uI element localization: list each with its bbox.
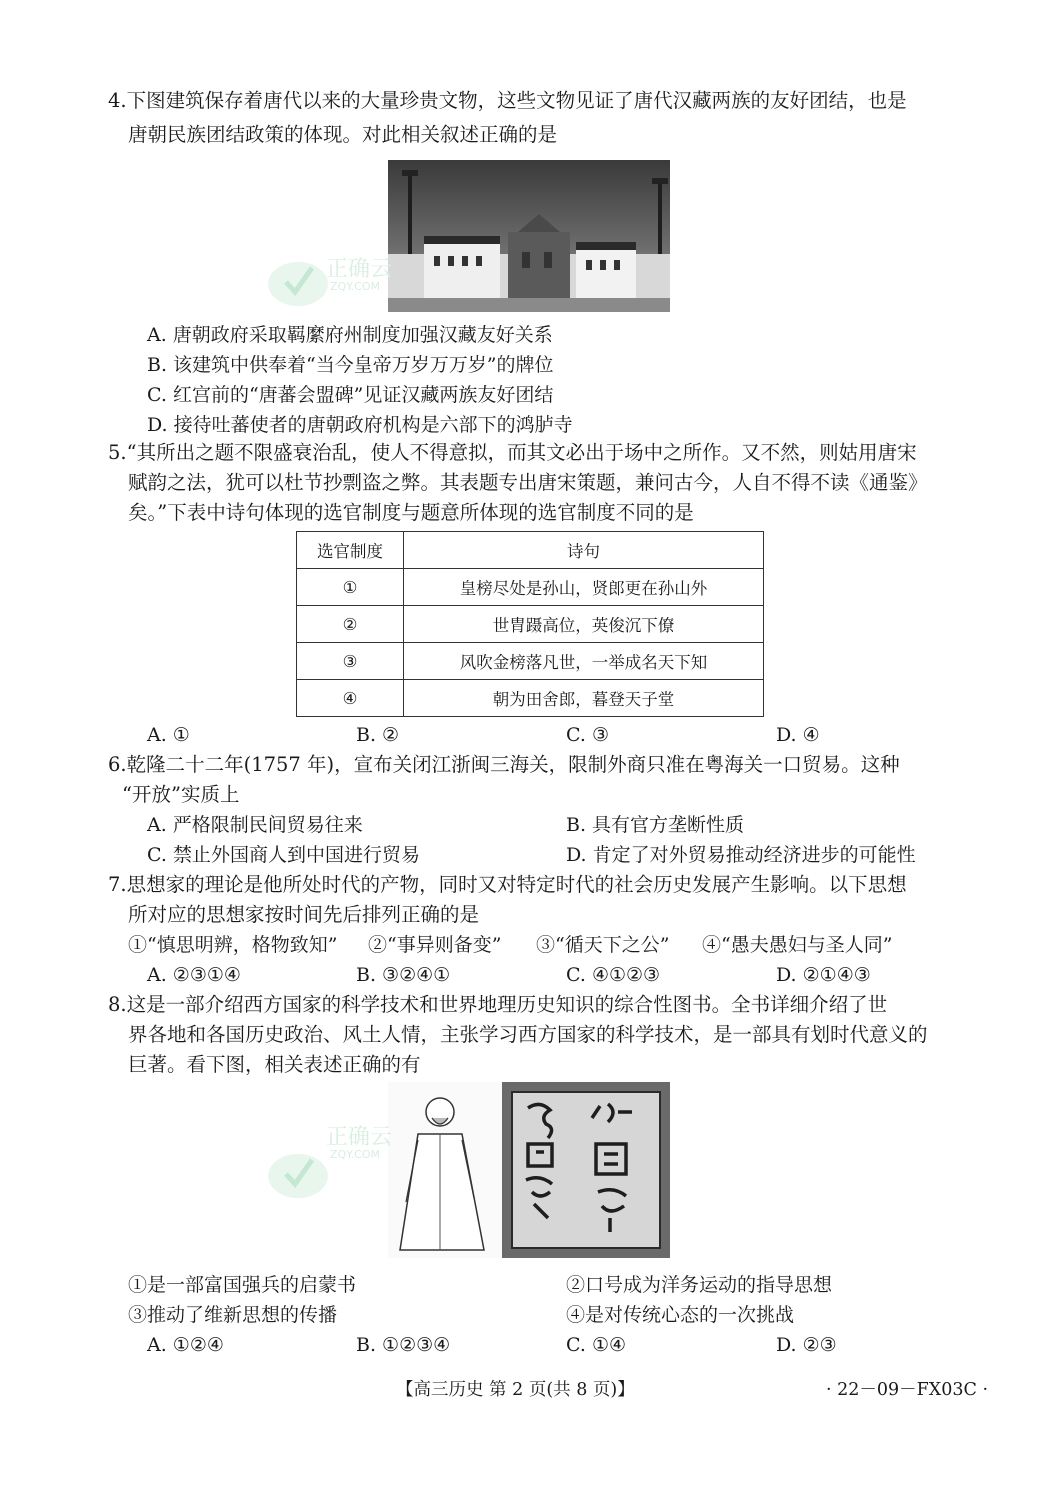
table-row bbox=[297, 606, 764, 643]
q4-stem-line1: 4.下图建筑保存着唐代以来的大量珍贵文物，这些文物见证了唐代汉藏两族的友好团结，也是 bbox=[108, 89, 907, 112]
q5-stem-line1: 5.“其所出之题不限盛衰治乱，使人不得意拟，而其文必出于场中之所作。又不然，则姑用唐宋 bbox=[108, 441, 917, 464]
table-cell: 世胄蹑高位，英俊沉下僚 bbox=[404, 606, 764, 643]
selection-system-table bbox=[296, 531, 764, 717]
q5-option-c: C. ③ bbox=[566, 724, 609, 746]
q7-stem-line2: 所对应的思想家按时间先后排列正确的是 bbox=[128, 903, 480, 926]
q7-option-b: B. ③②④① bbox=[356, 964, 451, 986]
q8-stem-line2: 界各地和各国历史政治、风土人情，主张学习西方国家的科学技术，是一部具有划时代意义的 bbox=[128, 1023, 928, 1046]
q7-item-4: ④“愚夫愚妇与圣人同” bbox=[702, 934, 893, 956]
watermark-brand-text: 正确云 bbox=[326, 257, 393, 282]
q7-stem-line1: 7.思想家的理论是他所处时代的产物，同时又对特定时代的社会历史发展产生影响。以下思想 bbox=[108, 873, 907, 896]
watermark-brand-text: 正确云 bbox=[326, 1125, 393, 1150]
q6-stem-line1: 6.乾隆二十二年(1757 年)，宣布关闭江浙闽三海关，限制外商只准在粤海关一口贸易。这种 bbox=[108, 753, 900, 776]
q7-option-c: C. ④①②③ bbox=[566, 964, 661, 986]
q5-option-d: D. ④ bbox=[776, 724, 820, 746]
table-header-cell: 选官制度 bbox=[297, 532, 404, 569]
q4-option-b: B. 该建筑中供奉着“当今皇帝万岁万万岁”的牌位 bbox=[147, 354, 554, 376]
paper-code: · 22－09－FX03C · bbox=[826, 1380, 989, 1400]
watermark-site-text: ZQY.COM bbox=[330, 280, 381, 293]
table-cell: 皇榜尽处是孙山，贤郎更在孙山外 bbox=[404, 569, 764, 606]
table-cell: ④ bbox=[297, 680, 404, 717]
table-cell: 朝为田舍郎，暮登天子堂 bbox=[404, 680, 764, 717]
q4-stem-line2: 唐朝民族团结政策的体现。对此相关叙述正确的是 bbox=[128, 123, 558, 146]
q8-option-a: A. ①②④ bbox=[147, 1334, 224, 1356]
q5-stem-line3: 矣。”下表中诗句体现的选官制度与题意所体现的选官制度不同的是 bbox=[128, 501, 694, 524]
q4-option-d: D. 接待吐蕃使者的唐朝政府机构是六部下的鸿胪寺 bbox=[147, 414, 573, 436]
cloud-logo-icon bbox=[262, 244, 336, 310]
q8-statement-3: ③推动了维新思想的传播 bbox=[128, 1304, 338, 1326]
q7-item-2: ②“事异则备变” bbox=[368, 934, 502, 956]
q7-item-1: ①“慎思明辨，格物致知” bbox=[128, 934, 338, 956]
table-row bbox=[297, 680, 764, 717]
q8-option-b: B. ①②③④ bbox=[356, 1334, 451, 1356]
haiguo-tuzhi-image bbox=[388, 1082, 670, 1258]
table-cell: ③ bbox=[297, 643, 404, 680]
q8-statement-4: ④是对传统心态的一次挑战 bbox=[566, 1304, 795, 1326]
table-header-cell: 诗句 bbox=[404, 532, 764, 569]
table-row bbox=[297, 569, 764, 606]
table-cell: ① bbox=[297, 569, 404, 606]
page-footer-label: 【高三历史 第 2 页(共 8 页)】 bbox=[396, 1380, 635, 1400]
table-header-row bbox=[297, 532, 764, 569]
q8-statement-1: ①是一部富国强兵的启蒙书 bbox=[128, 1274, 357, 1296]
q4-option-a: A. 唐朝政府采取羁縻府州制度加强汉藏友好关系 bbox=[147, 324, 553, 346]
q8-option-d: D. ②③ bbox=[776, 1334, 837, 1356]
q6-option-a: A. 严格限制民间贸易往来 bbox=[147, 814, 363, 836]
table-row bbox=[297, 643, 764, 680]
q6-option-d: D. 肯定了对外贸易推动经济进步的可能性 bbox=[566, 844, 916, 866]
q7-option-d: D. ②①④③ bbox=[776, 964, 871, 986]
q8-statement-2: ②口号成为洋务运动的指导思想 bbox=[566, 1274, 833, 1296]
table-cell: 风吹金榜落凡世，一举成名天下知 bbox=[404, 643, 764, 680]
watermark-site-text: ZQY.COM bbox=[330, 1148, 381, 1161]
q7-option-a: A. ②③①④ bbox=[147, 964, 241, 986]
q8-stem-line1: 8.这是一部介绍西方国家的科学技术和世界地理历史知识的综合性图书。全书详细介绍了世 bbox=[108, 993, 888, 1016]
table-cell: ② bbox=[297, 606, 404, 643]
q4-option-c: C. 红宫前的“唐蕃会盟碑”见证汉藏两族友好团结 bbox=[147, 384, 554, 406]
potala-palace-photo bbox=[388, 160, 670, 312]
q5-option-a: A. ① bbox=[147, 724, 190, 746]
q5-stem-line2: 赋韵之法，犹可以杜节抄剽盗之弊。其表题专出唐宋策题，兼问古今，人自不得不读《通鉴》 bbox=[128, 471, 928, 494]
q6-option-c: C. 禁止外国商人到中国进行贸易 bbox=[147, 844, 420, 866]
cloud-logo-icon bbox=[262, 1136, 336, 1202]
q6-option-b: B. 具有官方垄断性质 bbox=[566, 814, 745, 836]
q8-option-c: C. ①④ bbox=[566, 1334, 627, 1356]
q7-item-3: ③“循天下之公” bbox=[536, 934, 670, 956]
q8-stem-line3: 巨著。看下图，相关表述正确的有 bbox=[128, 1053, 421, 1076]
q6-stem-line2: “开放”实质上 bbox=[122, 783, 240, 806]
q5-option-b: B. ② bbox=[356, 724, 400, 746]
